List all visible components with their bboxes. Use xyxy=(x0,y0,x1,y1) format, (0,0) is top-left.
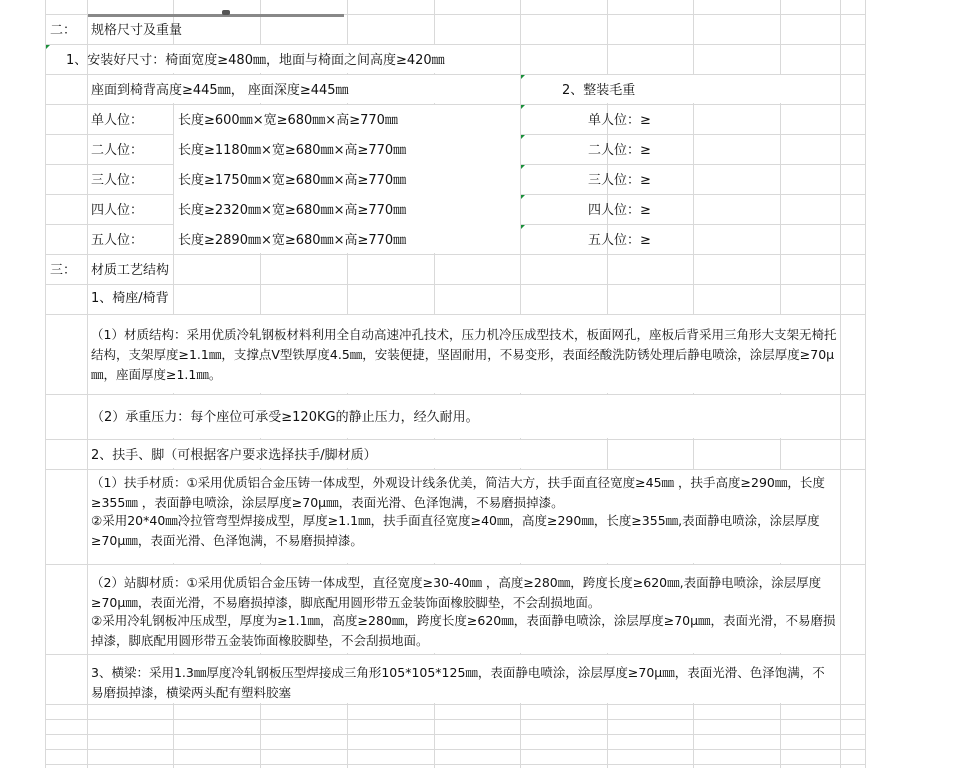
material-structure-paragraph: （1）材质结构：采用优质冷轧钢板材料利用全自动高速冲孔技术，压力机冷压成型技术，板面网孔，座板后背采用三角形大支架无椅托结构，支架厚度≥1.1㎜，支撑点V型铁厚度4.5㎜，安装便捷，坚固耐用，不易变形，表面经酸洗防锈处理后静电喷涂，涂层厚度≥70μ㎜，座面厚度≥1.1㎜。 xyxy=(91,327,837,382)
gross-weight-title: 2、整装毛重 xyxy=(562,83,636,98)
row-name: 五人位： xyxy=(91,233,144,248)
armrest-material-paragraph-2: ②采用20*40㎜冷拉管弯型焊接成型，厚度≥1.1㎜，扶手面直径宽度≥40㎜，高度≥290㎜，长度≥355㎜,表面静电喷涂，涂层厚度≥70μ㎜，表面光滑、色泽饱满，不易磨损掉漆。 xyxy=(91,513,820,548)
row-weight: 二人位：≥ xyxy=(588,143,651,158)
row-dims: 长度≥2890㎜×宽≥680㎜×高≥770㎜ xyxy=(178,233,407,248)
embedded-image-fragment-dot xyxy=(222,10,230,15)
embedded-image-fragment xyxy=(88,14,344,17)
row-weight: 单人位：≥ xyxy=(588,113,651,128)
row-dims: 长度≥1180㎜×宽≥680㎜×高≥770㎜ xyxy=(178,143,407,158)
cell-flag xyxy=(521,135,525,139)
cell-flag xyxy=(46,45,50,49)
section3-label: 三： xyxy=(50,263,77,278)
cell-flag xyxy=(521,105,525,109)
section2-title: 规格尺寸及重量 xyxy=(91,23,183,38)
cell-flag xyxy=(521,225,525,229)
row-dims: 长度≥1750㎜×宽≥680㎜×高≥770㎜ xyxy=(178,173,407,188)
cell-flag xyxy=(521,75,525,79)
section2-label: 二： xyxy=(50,23,77,38)
crossbeam-paragraph: 3、横梁：采用1.3㎜厚度冷轧钢板压型焊接成三角形105*105*125㎜，表面静电喷涂，涂层厚度≥70μ㎜，表面光滑、色泽饱满，不易磨损掉漆，横梁两头配有塑料胶塞 xyxy=(91,665,825,700)
armrest-material-paragraph: （1）扶手材质：①采用优质铝合金压铸一体成型，外观设计线条优美，简洁大方，扶手面直径宽度≥45㎜ ，扶手高度≥290㎜，长度≥355㎜ ，表面静电喷涂，涂层厚度≥70μ㎜，表面光滑、色泽饱满，不易磨损掉漆。 xyxy=(91,475,825,510)
armrest-feet-subtitle: 2、扶手、脚（可根据客户要求选择扶手/脚材质） xyxy=(91,448,377,463)
cell-flag xyxy=(521,195,525,199)
seat-back-subtitle: 1、椅座/椅背 xyxy=(91,291,169,306)
row-dims: 长度≥600㎜×宽≥680㎜×高≥770㎜ xyxy=(178,113,398,128)
foot-material-paragraph-2: ②采用冷轧钢板冲压成型，厚度为≥1.1㎜，高度≥280㎜，跨度长度≥620㎜，表面静电喷涂，涂层厚度≥70μ㎜，表面光滑，不易磨损掉漆，脚底配用圆形带五金装饰面橡胶脚垫，不会刮损地面。 xyxy=(91,613,836,648)
cell-flag xyxy=(521,165,525,169)
row-name: 四人位： xyxy=(91,203,144,218)
row-name: 三人位： xyxy=(91,173,144,188)
row-weight: 五人位：≥ xyxy=(588,233,651,248)
row-name: 二人位： xyxy=(91,143,144,158)
row-name: 单人位： xyxy=(91,113,144,128)
section3-title: 材质工艺结构 xyxy=(91,263,170,278)
load-bearing-text: （2）承重压力：每个座位可承受≥120KG的静止压力，经久耐用。 xyxy=(91,410,479,425)
row-dims: 长度≥2320㎜×宽≥680㎜×高≥770㎜ xyxy=(178,203,407,218)
row-weight: 四人位：≥ xyxy=(588,203,651,218)
row-weight: 三人位：≥ xyxy=(588,173,651,188)
install-size-text: 1、安装好尺寸：椅面宽度≥480㎜，地面与椅面之间高度≥420㎜ xyxy=(66,53,445,68)
seat-back-height-text: 座面到椅背高度≥445㎜， 座面深度≥445㎜ xyxy=(91,83,349,98)
foot-material-paragraph: （2）站脚材质：①采用优质铝合金压铸一体成型，直径宽度≥30-40㎜ ，高度≥280㎜，跨度长度≥620㎜,表面静电喷涂，涂层厚度≥70μ㎜，表面光滑，不易磨损掉漆，脚底配用圆形带五金装饰面橡胶脚垫，不会刮损地面。 xyxy=(91,575,822,610)
